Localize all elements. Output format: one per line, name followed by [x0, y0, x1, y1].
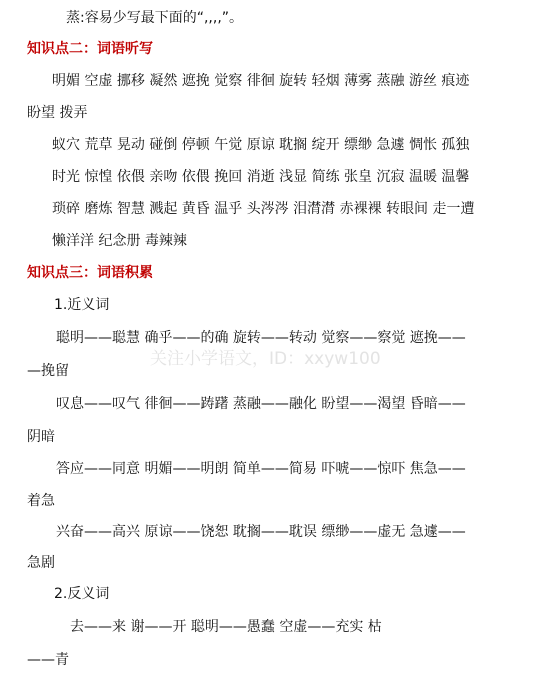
antonym-line-2: ——青	[27, 652, 69, 668]
synonym-line-7: 兴奋——高兴 原谅——饶恕 耽搁——耽误 缥缈——虚无 急遽——	[56, 524, 466, 540]
synonym-line-6: 着急	[27, 493, 55, 509]
synonym-line-5: 答应——同意 明媚——明朗 简单——简易 吓唬——惊吓 焦急——	[56, 461, 466, 477]
synonyms-title: 1.近义词	[54, 297, 110, 313]
dictation-line-2: 盼望 拨弄	[27, 105, 88, 121]
dictation-line-4: 时光 惊惶 依偎 亲吻 依偎 挽回 消逝 浅显 简练 张皇 沉寂 温暖 温馨	[52, 169, 470, 185]
dictation-line-5: 琐碎 磨炼 智慧 溅起 黄昏 温乎 头涔涔 泪潸潸 赤裸裸 转眼间 走一遭	[52, 201, 475, 217]
synonym-line-3: 叹息——叹气 徘徊——踌躇 蒸融——融化 盼望——渴望 昏暗——	[56, 396, 466, 412]
dictation-line-6: 懒洋洋 纪念册 毒辣辣	[52, 233, 187, 249]
watermark: 关注小学语文，ID：xxyw100	[150, 349, 381, 369]
intro-line: 蒸:容易少写最下面的“,,,,”。	[66, 10, 244, 26]
section3-heading: 知识点三：词语积累	[27, 265, 153, 281]
antonym-line-1: 去——来 谢——开 聪明——愚蠢 空虚——充实 枯	[70, 619, 382, 635]
antonyms-title: 2.反义词	[54, 586, 110, 602]
dictation-line-3: 蚁穴 荒草 晃动 碰倒 停顿 午觉 原谅 耽搁 绽开 缥缈 急遽 惆怅 孤独	[52, 137, 470, 153]
dictation-line-1: 明媚 空虚 挪移 凝然 遮挽 觉察 徘徊 旋转 轻烟 薄雾 蒸融 游丝 痕迹	[52, 73, 470, 89]
section2-heading: 知识点二：词语听写	[27, 41, 153, 57]
synonym-line-8: 急剧	[27, 555, 55, 571]
synonym-line-1: 聪明——聪慧 确乎——的确 旋转——转动 觉察——察觉 遮挽——	[56, 330, 466, 346]
synonym-line-4: 阴暗	[27, 429, 55, 445]
synonym-line-2: —挽留	[27, 363, 69, 379]
